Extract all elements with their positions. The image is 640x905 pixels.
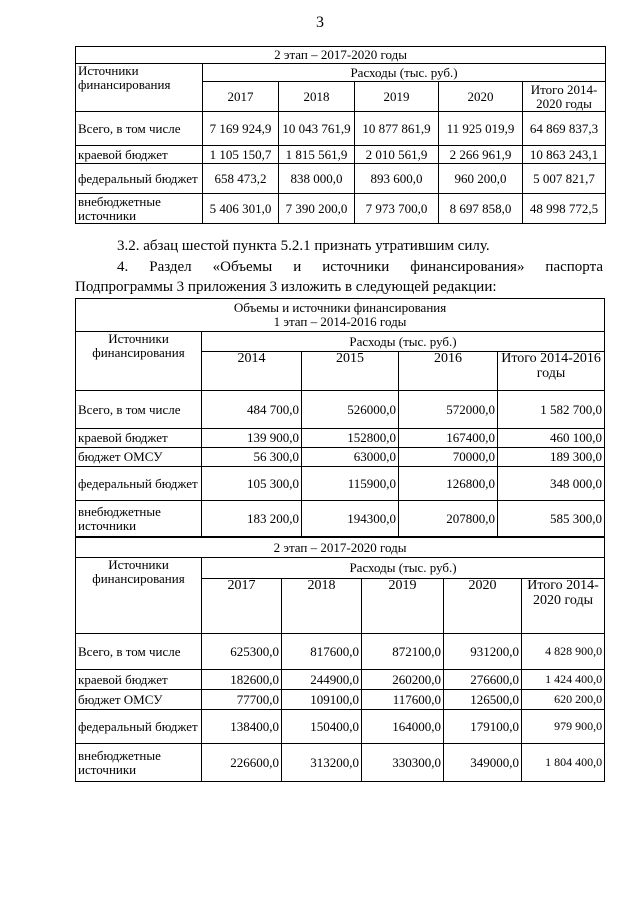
cell-value: 313200,0 — [282, 744, 362, 782]
cell-value: 8 697 858,0 — [439, 194, 523, 224]
row-label: федеральный бюджет — [76, 164, 203, 194]
cell-value: 893 600,0 — [355, 164, 439, 194]
row-label: бюджет ОМСУ — [76, 690, 202, 710]
row-label: федеральный бюджет — [76, 710, 202, 744]
table-title-text: Объемы и источники финансирования — [233, 300, 447, 316]
cell-value: 150400,0 — [282, 710, 362, 744]
paragraph-4-line1 — [117, 257, 603, 278]
cell-value: 1 804 400,0 — [522, 744, 605, 782]
year-header: 2018 — [282, 579, 362, 634]
cell-value: 10 863 243,1 — [523, 146, 606, 164]
year-header: 2020 — [439, 82, 523, 112]
year-header: 2015 — [302, 352, 399, 391]
cell-value: 109100,0 — [282, 690, 362, 710]
total-header: Итого 2014-2020 годы — [523, 82, 606, 112]
cell-value: 70000,0 — [399, 448, 498, 467]
stage-header: 1 этап – 2014-2016 годы — [273, 314, 407, 329]
paragraph-word: «Объемы — [212, 259, 273, 275]
cell-value: 7 973 700,0 — [355, 194, 439, 224]
sources-header: Источники финансирования — [76, 332, 202, 391]
cell-value: 7 169 924,9 — [203, 112, 279, 146]
stage-header: 2 этап – 2017-2020 годы — [76, 538, 605, 558]
paragraph-4-line2: Подпрограммы 3 приложения 3 изложить в следующей редакции: — [75, 279, 497, 295]
cell-value: 194300,0 — [302, 501, 399, 537]
sources-header: Источники финансирования — [76, 64, 203, 112]
row-label: Всего, в том числе — [76, 112, 203, 146]
row-label: краевой бюджет — [76, 146, 203, 164]
cell-value: 349000,0 — [444, 744, 522, 782]
cell-value: 2 266 961,9 — [439, 146, 523, 164]
year-header: 2019 — [355, 82, 439, 112]
year-header: 2016 — [399, 352, 498, 391]
cell-value: 460 100,0 — [498, 429, 605, 448]
funding-table-stage1 — [75, 298, 605, 537]
funding-table-stage2-summary — [75, 46, 606, 224]
cell-value: 330300,0 — [362, 744, 444, 782]
paragraph-word: и — [293, 259, 302, 275]
funding-table-stage2 — [75, 537, 605, 782]
cell-value: 1 105 150,7 — [203, 146, 279, 164]
row-label: краевой бюджет — [76, 670, 202, 690]
expenses-header: Расходы (тыс. руб.) — [202, 558, 605, 579]
cell-value: 1 424 400,0 — [522, 670, 605, 690]
year-header: 2019 — [362, 579, 444, 634]
cell-value: 625300,0 — [202, 634, 282, 670]
paragraph-word: источники — [322, 259, 390, 275]
cell-value: 48 998 772,5 — [523, 194, 606, 224]
cell-value: 276600,0 — [444, 670, 522, 690]
row-label: Всего, в том числе — [76, 391, 202, 429]
cell-value: 164000,0 — [362, 710, 444, 744]
cell-value: 585 300,0 — [498, 501, 605, 537]
year-header: 2018 — [279, 82, 355, 112]
paragraph-word: паспорта — [545, 259, 603, 275]
cell-value: 179100,0 — [444, 710, 522, 744]
row-label: Всего, в том числе — [76, 634, 202, 670]
cell-value: 115900,0 — [302, 467, 399, 501]
cell-value: 11 925 019,9 — [439, 112, 523, 146]
row-label: бюджет ОМСУ — [76, 448, 202, 467]
cell-value: 931200,0 — [444, 634, 522, 670]
cell-value: 1 582 700,0 — [498, 391, 605, 429]
cell-value: 207800,0 — [399, 501, 498, 537]
cell-value: 244900,0 — [282, 670, 362, 690]
cell-value: 126500,0 — [444, 690, 522, 710]
cell-value: 348 000,0 — [498, 467, 605, 501]
year-header: 2014 — [202, 352, 302, 391]
year-header: 2017 — [203, 82, 279, 112]
cell-value: 226600,0 — [202, 744, 282, 782]
cell-value: 620 200,0 — [522, 690, 605, 710]
cell-value: 658 473,2 — [203, 164, 279, 194]
cell-value: 572000,0 — [399, 391, 498, 429]
total-header: Итого 2014-2016 годы — [498, 352, 605, 391]
cell-value: 2 010 561,9 — [355, 146, 439, 164]
paragraph-word: Раздел — [149, 259, 192, 275]
row-label: внебюджетные источники — [76, 501, 202, 537]
cell-value: 138400,0 — [202, 710, 282, 744]
page-number: 3 — [316, 14, 324, 31]
cell-value: 979 900,0 — [522, 710, 605, 744]
cell-value: 167400,0 — [399, 429, 498, 448]
cell-value: 1 815 561,9 — [279, 146, 355, 164]
table-title — [76, 299, 605, 332]
cell-value: 63000,0 — [302, 448, 399, 467]
cell-value: 7 390 200,0 — [279, 194, 355, 224]
cell-value: 817600,0 — [282, 634, 362, 670]
year-header: 2017 — [202, 579, 282, 634]
cell-value: 126800,0 — [399, 467, 498, 501]
row-label: краевой бюджет — [76, 429, 202, 448]
sources-header: Источники финансирования — [76, 558, 202, 634]
row-label: внебюджетные источники — [76, 194, 203, 224]
cell-value: 838 000,0 — [279, 164, 355, 194]
cell-value: 960 200,0 — [439, 164, 523, 194]
cell-value: 139 900,0 — [202, 429, 302, 448]
cell-value: 10 043 761,9 — [279, 112, 355, 146]
cell-value: 4 828 900,0 — [522, 634, 605, 670]
cell-value: 5 406 301,0 — [203, 194, 279, 224]
cell-value: 526000,0 — [302, 391, 399, 429]
cell-value: 189 300,0 — [498, 448, 605, 467]
cell-value: 484 700,0 — [202, 391, 302, 429]
expenses-header: Расходы (тыс. руб.) — [202, 332, 605, 352]
cell-value: 183 200,0 — [202, 501, 302, 537]
cell-value: 56 300,0 — [202, 448, 302, 467]
paragraph-word: 4. — [117, 259, 129, 275]
cell-value: 152800,0 — [302, 429, 399, 448]
year-header: 2020 — [444, 579, 522, 634]
paragraph-3-2: 3.2. абзац шестой пункта 5.2.1 признать утратившим силу. — [117, 238, 490, 254]
cell-value: 260200,0 — [362, 670, 444, 690]
cell-value: 10 877 861,9 — [355, 112, 439, 146]
cell-value: 105 300,0 — [202, 467, 302, 501]
cell-value: 117600,0 — [362, 690, 444, 710]
row-label: федеральный бюджет — [76, 467, 202, 501]
total-header: Итого 2014-2020 годы — [522, 579, 605, 634]
row-label: внебюджетные источники — [76, 744, 202, 782]
cell-value: 5 007 821,7 — [523, 164, 606, 194]
cell-value: 872100,0 — [362, 634, 444, 670]
paragraph-word: финансирования» — [410, 259, 525, 275]
stage-header: 2 этап – 2017-2020 годы — [76, 47, 606, 64]
cell-value: 64 869 837,3 — [523, 112, 606, 146]
cell-value: 77700,0 — [202, 690, 282, 710]
expenses-header: Расходы (тыс. руб.) — [203, 64, 606, 82]
cell-value: 182600,0 — [202, 670, 282, 690]
